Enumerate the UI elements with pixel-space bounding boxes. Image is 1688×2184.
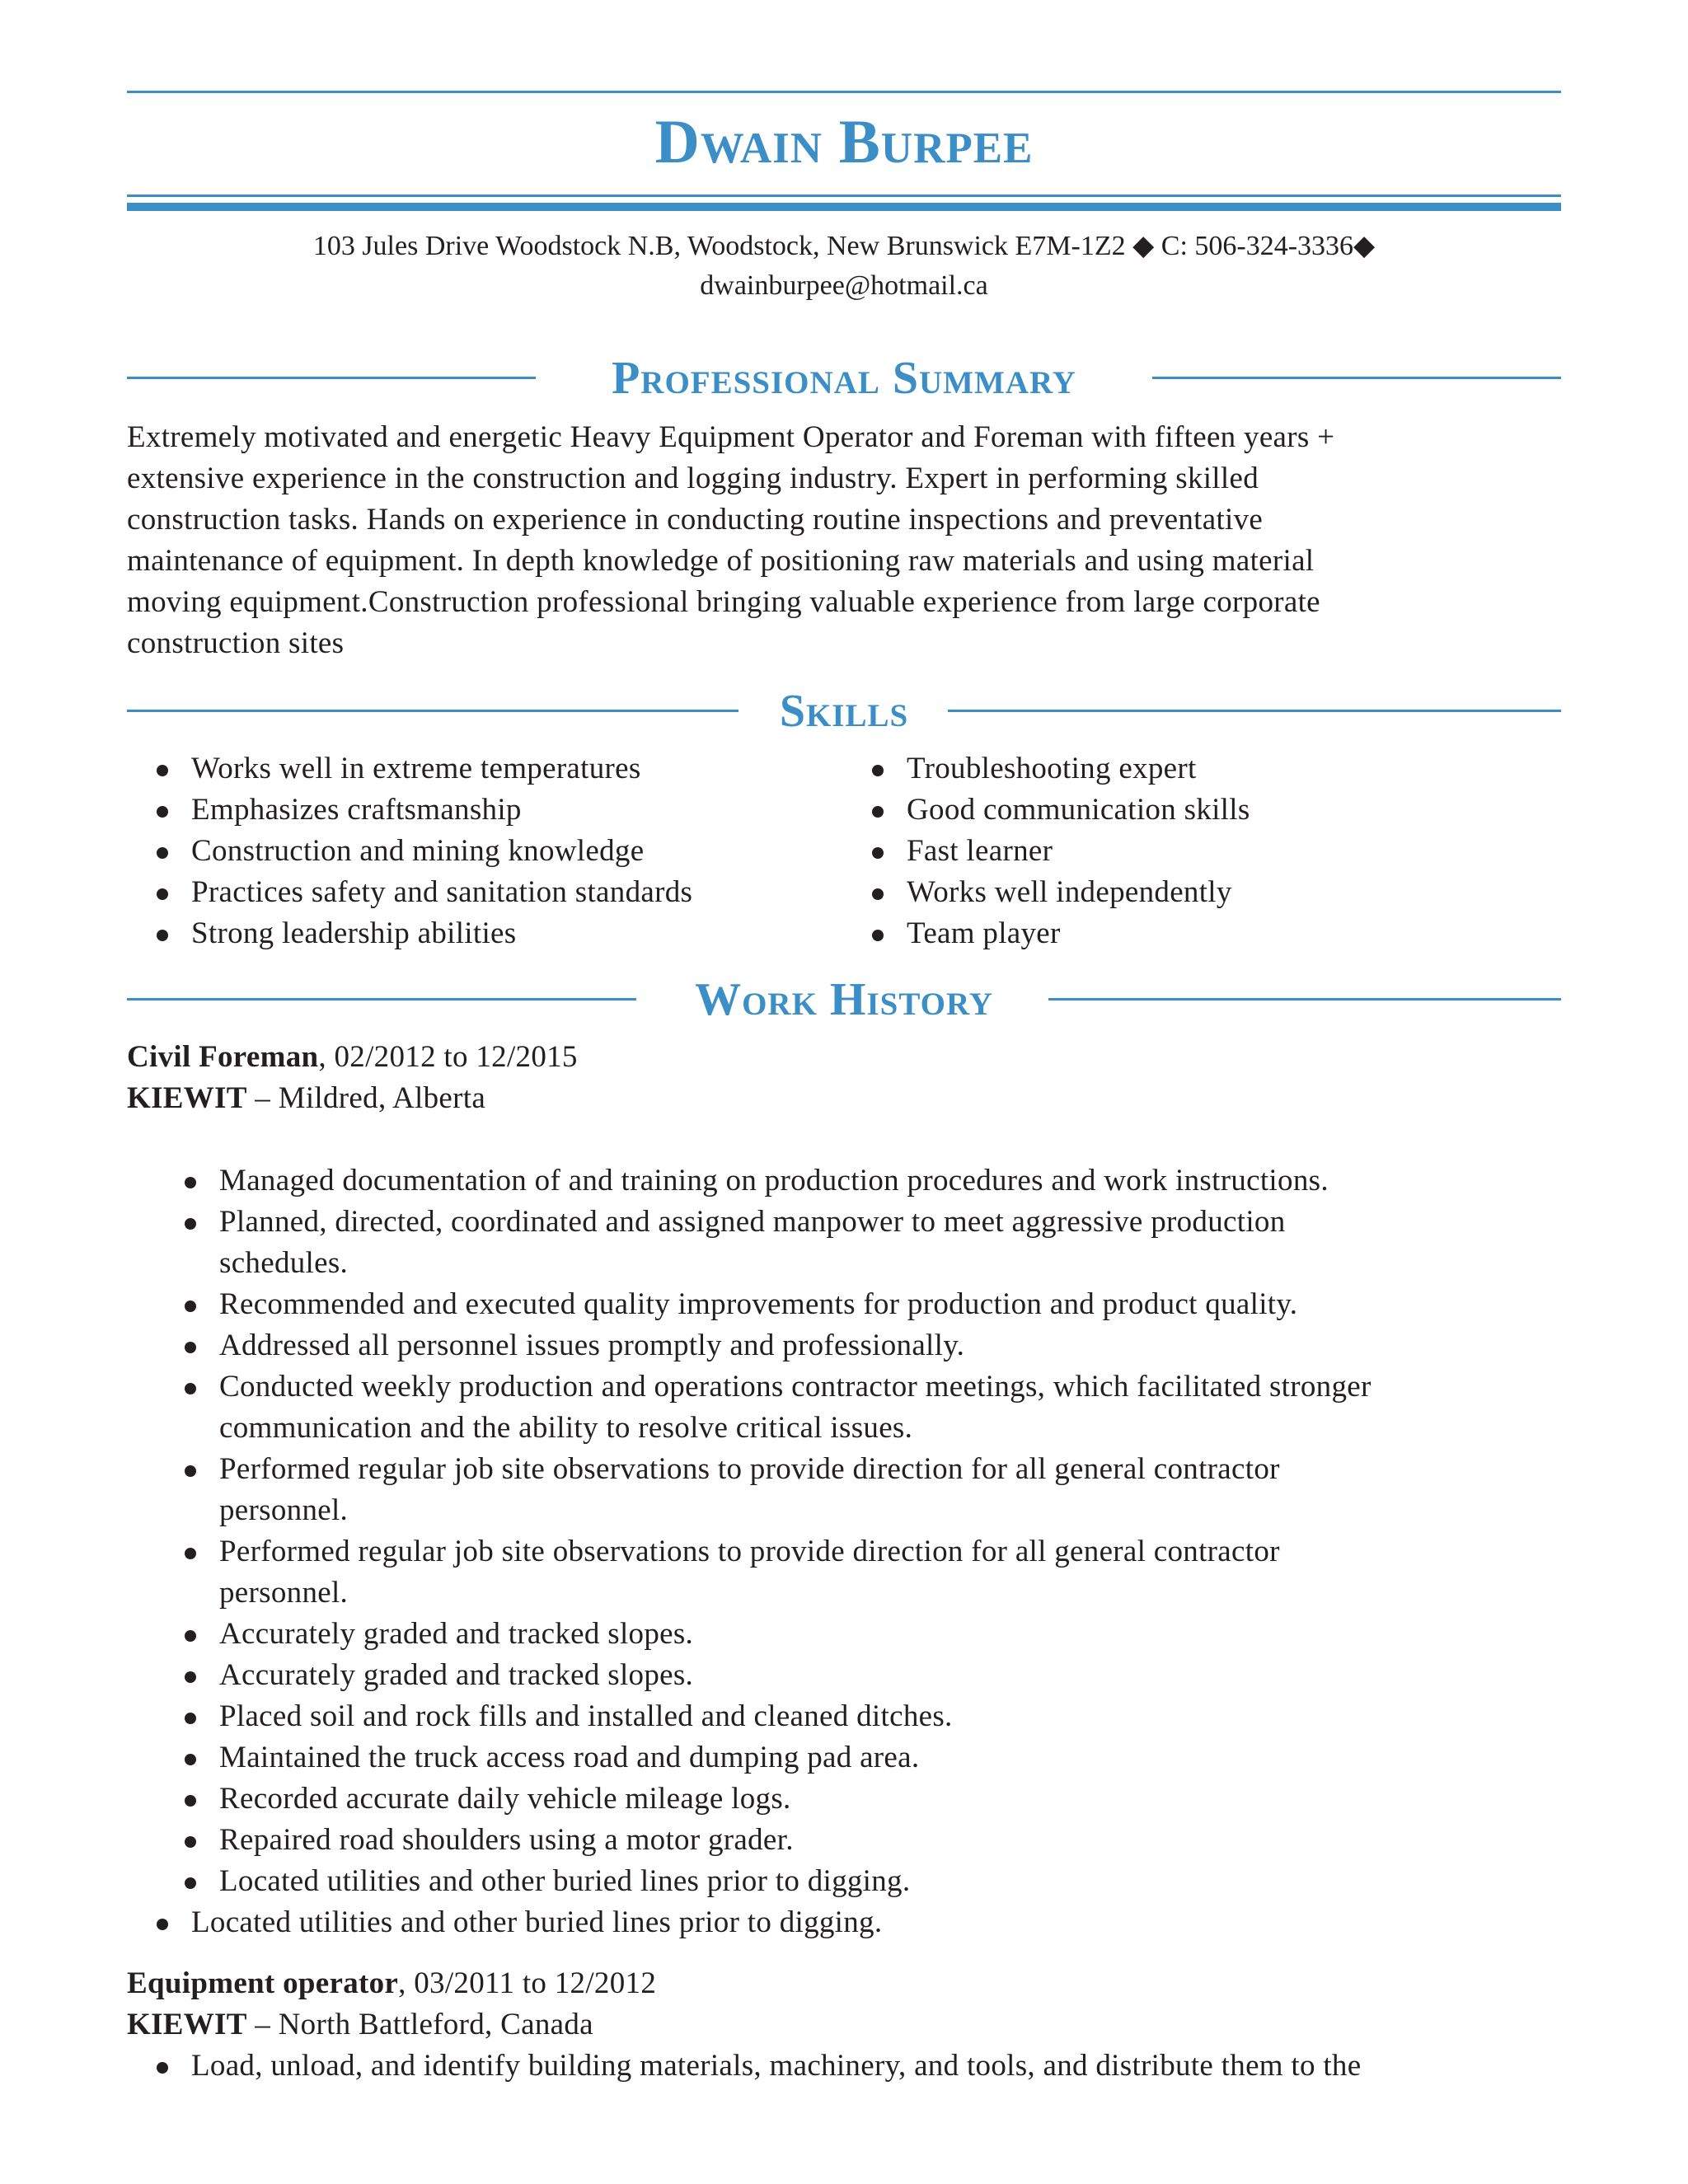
task-item: Recorded accurate daily vehicle mileage logs. — [219, 1779, 1554, 1820]
task-item: Recommended and executed quality improvements for production and product quality. — [219, 1284, 1554, 1325]
skill-item: Emphasizes craftsmanship — [191, 790, 692, 831]
job-company-line — [127, 2004, 593, 2046]
job-task-list-extra — [191, 1902, 1526, 1943]
task-item-continued: personnel. — [219, 1576, 349, 1610]
skill-item: Practices safety and sanitation standards — [191, 872, 692, 913]
section-header-skills — [127, 682, 1561, 740]
job-company-line — [127, 1078, 485, 1119]
skills-list-left — [191, 748, 692, 954]
task-item: Repaired road shoulders using a motor grader. — [219, 1820, 1554, 1861]
task-item: Addressed all personnel issues promptly and professionally. — [219, 1325, 1554, 1366]
job-company: KIEWIT — [127, 1081, 247, 1115]
task-item: Maintained the truck access road and dumping pad area. — [219, 1737, 1554, 1779]
contact-address: 103 Jules Drive Woodstock N.B, Woodstock, New Brunswick E7M-1Z2 ◆ C: 506-324-3336◆ — [312, 231, 1376, 261]
task-item: Placed soil and rock fills and installed and cleaned ditches. — [219, 1696, 1554, 1737]
task-item: Planned, directed, coordinated and assigned manpower to meet aggressive production — [219, 1202, 1554, 1243]
skill-item: Team player — [907, 913, 1250, 954]
job-task-list — [191, 2046, 1526, 2087]
name-rule-thin — [127, 194, 1561, 197]
job-location: – North Battleford, Canada — [246, 2008, 593, 2041]
skill-item: Good communication skills — [907, 790, 1250, 831]
task-item: Located utilities and other buried lines prior to digging. — [219, 1861, 1554, 1902]
job-task-list — [219, 1160, 1554, 1902]
task-item: Performed regular job site observations to provide direction for all general contractor — [219, 1449, 1554, 1490]
task-item: Managed documentation of and training on production procedures and work instructions. — [219, 1160, 1554, 1202]
task-item-continued: communication and the ability to resolve critical issues. — [219, 1411, 913, 1445]
summary-line: Extremely motivated and energetic Heavy Equipment Operator and Foreman with fifteen years + — [127, 420, 1335, 454]
task-item-continued: personnel. — [219, 1493, 349, 1527]
section-title: Skills — [779, 686, 909, 737]
job-title-line — [127, 1037, 578, 1078]
task-item: Located utilities and other buried lines prior to digging. — [191, 1902, 1526, 1943]
task-item: Accurately graded and tracked slopes. — [219, 1614, 1554, 1655]
summary-text — [127, 417, 1561, 664]
skill-item: Works well independently — [907, 872, 1250, 913]
section-header-summary — [127, 349, 1561, 407]
section-title: Professional Summary — [612, 353, 1076, 404]
task-item: Accurately graded and tracked slopes. — [219, 1655, 1554, 1696]
skill-item: Works well in extreme temperatures — [191, 748, 692, 790]
task-item: Load, unload, and identify building materials, machinery, and tools, and distribute them to the — [191, 2046, 1526, 2087]
section-title: Work History — [695, 974, 993, 1025]
task-item-continued: schedules. — [219, 1246, 349, 1280]
job-location: – Mildred, Alberta — [246, 1081, 486, 1115]
job-title: Civil Foreman — [127, 1040, 319, 1074]
skill-item: Strong leadership abilities — [191, 913, 692, 954]
summary-line: extensive experience in the construction and logging industry. Expert in performing skilled — [127, 462, 1259, 495]
name-rule-thick — [127, 203, 1561, 211]
summary-line: maintenance of equipment. In depth knowledge of positioning raw materials and using material — [127, 544, 1315, 578]
task-item: Performed regular job site observations to provide direction for all general contractor — [219, 1531, 1554, 1572]
summary-line: construction tasks. Hands on experience in conducting routine inspections and preventative — [127, 503, 1264, 537]
skill-item: Troubleshooting expert — [907, 748, 1250, 790]
job-title: Equipment operator — [127, 1966, 399, 2000]
skills-list-right — [907, 748, 1250, 954]
job-title-line — [127, 1963, 656, 2004]
contact-email[interactable]: dwainburpee@hotmail.ca — [700, 270, 988, 301]
job-dates: , 03/2011 to 12/2012 — [398, 1966, 657, 2000]
job-company: KIEWIT — [127, 2008, 247, 2041]
summary-line: moving equipment.Construction professional bringing valuable experience from large corporate — [127, 585, 1320, 619]
task-item: Conducted weekly production and operations contractor meetings, which facilitated stronger — [219, 1366, 1554, 1408]
section-header-work — [127, 971, 1561, 1029]
skill-item: Fast learner — [907, 831, 1250, 872]
summary-line: construction sites — [127, 626, 345, 660]
skill-item: Construction and mining knowledge — [191, 831, 692, 872]
job-dates: , 02/2012 to 12/2015 — [318, 1040, 578, 1074]
top-rule — [127, 91, 1561, 93]
candidate-name: Dwain Burpee — [654, 108, 1034, 176]
